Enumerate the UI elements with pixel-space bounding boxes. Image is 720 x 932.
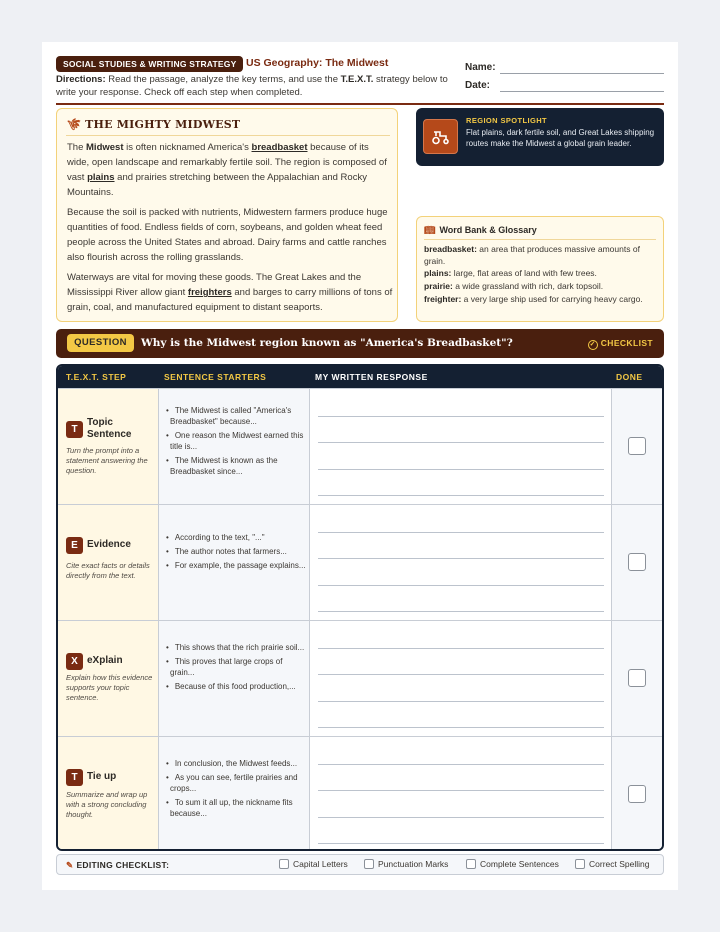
step-cell xyxy=(58,621,159,736)
starters-cell xyxy=(159,737,310,851)
term-freighters: freighters xyxy=(187,287,232,298)
writing-line xyxy=(318,585,604,586)
glossary-item xyxy=(424,294,656,306)
header-response: MY WRITTEN RESPONSE xyxy=(315,372,428,382)
writing-line xyxy=(318,817,604,818)
response-cell[interactable] xyxy=(310,389,612,504)
table-header xyxy=(58,366,662,388)
check-circle-icon: ✓ xyxy=(589,341,596,348)
editing-title-row xyxy=(66,860,169,871)
date-label: Date: xyxy=(465,80,491,91)
writing-line xyxy=(318,611,604,612)
header-step: T.E.X.T. STEP xyxy=(66,372,127,382)
glossary-definition: a wide grassland with rich, dark topsoil. xyxy=(452,281,604,291)
writing-line xyxy=(318,558,604,559)
done-checkbox[interactable] xyxy=(628,785,646,803)
edit-check-capitals[interactable] xyxy=(279,859,348,869)
starter-item: • The Midwest is known as the Breadbasket since... xyxy=(166,455,306,477)
table-row-evidence xyxy=(58,504,662,620)
directions-label: Directions: xyxy=(56,74,106,85)
step-hint: Explain how this evidence supports your topic sentence. xyxy=(66,673,153,702)
done-cell xyxy=(612,737,662,851)
p3-text: and barges to carry millions of tons of grain, coal, and manufactured equipment to distant seaports. xyxy=(67,287,393,313)
writing-line xyxy=(318,532,604,533)
starter-item: • One reason the Midwest earned this title is... xyxy=(166,430,306,452)
starter-item: • In conclusion, the Midwest feeds... xyxy=(166,758,306,769)
checklist-label-row xyxy=(588,338,653,350)
table-row-topic xyxy=(58,388,662,504)
spotlight-text: Flat plains, dark fertile soil, and Great Lakes shipping routes make the Midwest a global grain leader. xyxy=(466,128,655,148)
word-bank-title: Word Bank & Glossary xyxy=(439,225,537,235)
done-checkbox[interactable] xyxy=(628,437,646,455)
passage-paragraph-2: Because the soil is packed with nutrients, Midwestern farmers produce huge quantities of food. Endless fields of corn, soybeans, and golden wheat feed people across the United States and abroad. Dairy farms and cattle ranches also flourish across the rolling grasslands. xyxy=(67,207,388,263)
term-plains: plains xyxy=(87,172,115,183)
starter-list xyxy=(166,642,306,695)
response-cell[interactable] xyxy=(310,505,612,620)
p1-midwest: Midwest xyxy=(86,142,124,153)
word-bank xyxy=(416,216,664,322)
worksheet-header xyxy=(56,56,664,104)
done-cell xyxy=(612,505,662,620)
starter-list xyxy=(166,405,306,480)
edit-checkbox[interactable] xyxy=(575,859,585,869)
starter-item: • To sum it all up, the nickname fits because... xyxy=(166,797,306,819)
word-bank-divider xyxy=(424,239,656,240)
header-done: DONE xyxy=(616,372,643,382)
writing-line xyxy=(318,416,604,417)
directions-text-b: strategy below to write your response. Check off each step when completed. xyxy=(56,74,448,98)
tractor-icon xyxy=(423,119,458,154)
glossary-item xyxy=(424,244,656,267)
starter-item: • This shows that the rich prairie soil... xyxy=(166,642,306,653)
writing-line xyxy=(318,495,604,496)
p3-text: Waterways are vital for moving these goods. The Great Lakes and the Mississippi River allow giant xyxy=(67,272,362,298)
writing-line xyxy=(318,674,604,675)
step-name: Tie up xyxy=(87,771,117,782)
starter-item: • The Midwest is called "America's Breadbasket" because... xyxy=(166,405,306,427)
done-checkbox[interactable] xyxy=(628,553,646,571)
writing-line xyxy=(318,442,604,443)
done-cell xyxy=(612,389,662,504)
starters-cell xyxy=(159,505,310,620)
passage-divider xyxy=(66,135,390,136)
tractor-icon-svg xyxy=(431,129,451,145)
glossary-term: plains: xyxy=(424,268,452,278)
worksheet-page xyxy=(42,42,678,890)
table-row-explain xyxy=(58,620,662,736)
word-bank-title-row xyxy=(424,225,537,236)
starters-cell xyxy=(159,389,310,504)
directions-strategy: T.E.X.T. xyxy=(340,74,374,85)
starter-item: • As you can see, fertile prairies and crops... xyxy=(166,772,306,794)
glossary-item xyxy=(424,268,656,280)
wheat-icon: 🌾︎ xyxy=(67,118,82,131)
starter-item: • The author notes that farmers... xyxy=(166,546,306,557)
writing-line xyxy=(318,843,604,844)
starter-item: • According to the text, "..." xyxy=(166,532,306,543)
glossary-term: breadbasket: xyxy=(424,244,477,254)
starter-item: • For example, the passage explains... xyxy=(166,560,306,571)
editing-title: EDITING CHECKLIST: xyxy=(76,860,170,870)
term-breadbasket: breadbasket xyxy=(251,142,308,153)
glossary-term: freighter: xyxy=(424,294,462,304)
response-cell[interactable] xyxy=(310,621,612,736)
done-checkbox[interactable] xyxy=(628,669,646,687)
book-icon: 📖︎ xyxy=(424,225,436,235)
p1-text: and prairies stretching between the Appalachian and Rocky Mountains. xyxy=(67,172,367,198)
starters-cell xyxy=(159,621,310,736)
response-cell[interactable] xyxy=(310,737,612,851)
step-letter: T xyxy=(66,769,83,786)
starter-list xyxy=(166,758,306,822)
writing-line xyxy=(318,648,604,649)
step-name: Topic Sentence xyxy=(87,417,132,440)
reading-passage xyxy=(56,108,398,322)
glossary-term: prairie: xyxy=(424,281,453,291)
edit-check-spelling[interactable] xyxy=(575,859,649,869)
edit-checkbox[interactable] xyxy=(279,859,289,869)
question-bar xyxy=(56,329,664,358)
writing-line xyxy=(318,701,604,702)
starter-item: • This proves that large crops of grain... xyxy=(166,656,306,678)
edit-label: Punctuation Marks xyxy=(378,859,449,869)
glossary-definition: large, flat areas of land with few trees. xyxy=(451,268,597,278)
writing-line xyxy=(318,727,604,728)
step-name: eXplain xyxy=(87,655,123,666)
edit-check-punctuation[interactable] xyxy=(364,859,448,869)
question-text: Why is the Midwest region known as "America's Breadbasket"? xyxy=(141,337,513,349)
edit-checkbox[interactable] xyxy=(466,859,476,869)
step-letter: X xyxy=(66,653,83,670)
checklist-label: CHECKLIST xyxy=(600,338,653,348)
step-cell xyxy=(58,505,159,620)
header-divider xyxy=(56,103,664,105)
name-field[interactable] xyxy=(500,73,664,74)
p1-text: because of its wide, open landscape and remarkably fertile soil. The region is composed of vast xyxy=(67,142,387,183)
writing-line xyxy=(318,764,604,765)
passage-title-row xyxy=(67,118,240,131)
question-label: QUESTION xyxy=(67,334,134,352)
p1-text: is often nicknamed America's xyxy=(123,142,252,153)
done-cell xyxy=(612,621,662,736)
text-strategy-table xyxy=(56,364,664,851)
step-hint: Summarize and wrap up with a strong concluding thought. xyxy=(66,790,148,819)
unit-title: US Geography: The Midwest xyxy=(246,57,389,69)
starter-item: • Because of this food production,... xyxy=(166,681,306,692)
glossary-item xyxy=(424,281,656,293)
step-letter: T xyxy=(66,421,83,438)
subject-badge: SOCIAL STUDIES & WRITING STRATEGY xyxy=(56,56,243,72)
writing-line xyxy=(318,469,604,470)
step-name: Evidence xyxy=(87,539,131,550)
passage-title: THE MIGHTY MIDWEST xyxy=(85,118,241,131)
header-starters: SENTENCE STARTERS xyxy=(164,372,267,382)
edit-check-sentences[interactable] xyxy=(466,859,559,869)
step-cell xyxy=(58,737,159,851)
passage-paragraph-3 xyxy=(67,270,393,315)
editing-checklist xyxy=(56,854,664,875)
edit-label: Capital Letters xyxy=(293,859,348,869)
pencil-icon: ✎ xyxy=(66,860,74,870)
glossary-definition: a very large ship used for carrying heavy cargo. xyxy=(461,294,643,304)
edit-label: Correct Spelling xyxy=(589,859,650,869)
passage-paragraph-1 xyxy=(67,140,393,200)
starter-list xyxy=(166,532,306,574)
edit-label: Complete Sentences xyxy=(480,859,559,869)
region-spotlight xyxy=(416,108,664,166)
spotlight-title: REGION SPOTLIGHT xyxy=(466,116,547,125)
step-letter: E xyxy=(66,537,83,554)
date-field[interactable] xyxy=(500,91,664,92)
p1-text: The xyxy=(67,142,87,153)
step-hint: Cite exact facts or details directly from the text. xyxy=(66,561,150,580)
step-hint: Turn the prompt into a statement answering the question. xyxy=(66,446,148,475)
table-row-tie-up xyxy=(58,736,662,851)
glossary-definition: an area that produces massive amounts of grain. xyxy=(424,244,640,266)
directions-text-a: Read the passage, analyze the key terms, and use the xyxy=(105,74,341,85)
writing-line xyxy=(318,790,604,791)
name-label: Name: xyxy=(465,62,496,73)
edit-checkbox[interactable] xyxy=(364,859,374,869)
step-cell xyxy=(58,389,159,504)
directions xyxy=(56,74,456,99)
